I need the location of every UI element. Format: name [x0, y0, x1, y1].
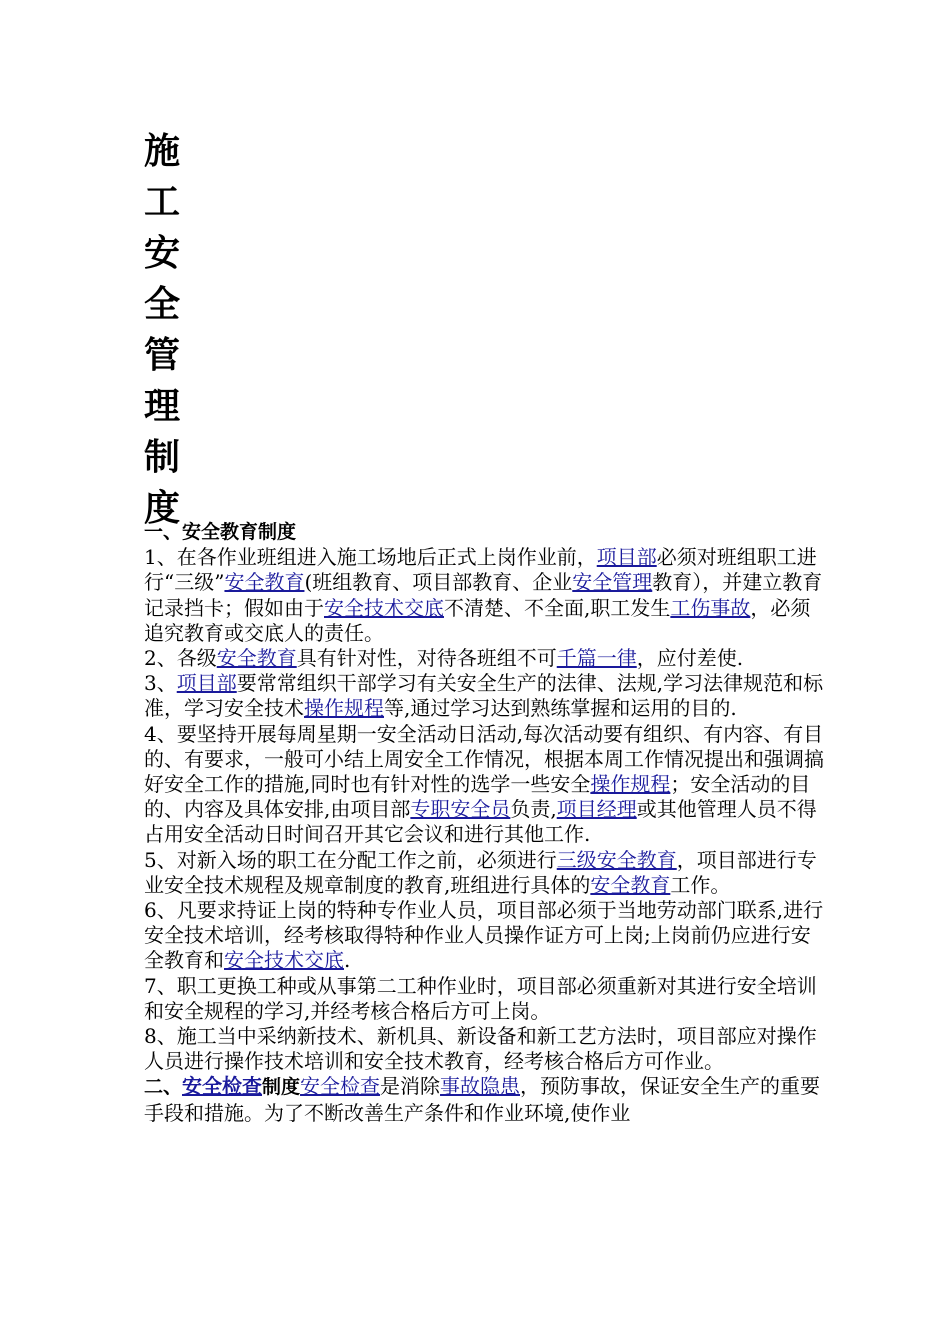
paragraph-4: [144, 722, 824, 848]
text: ，项目部进行专业安全技术规程及规章制度的教育,班组进行具体的: [144, 847, 817, 897]
document-title-vertical: [140, 126, 190, 534]
link-operating-procedures[interactable]: 操作规程: [590, 772, 671, 797]
text: (班组教育、项目部教育、企业: [304, 570, 573, 595]
text: 5、对新入场的职工在分配工作之前，必须进行: [144, 847, 557, 872]
paragraph-3: [144, 671, 824, 721]
link-operating-procedures[interactable]: 操作规程: [304, 696, 384, 721]
text: 工作。: [670, 872, 731, 897]
text: ；安全活动的目的、内容及具体安排,由项目部: [144, 772, 811, 822]
title-char: 管: [143, 335, 180, 376]
link-safety-tech-briefing[interactable]: 安全技术交底: [324, 595, 444, 620]
link-project-department[interactable]: 项目部: [176, 671, 237, 696]
paragraph-7: 7、职工更换工种或从事第二工种作业时，项目部必须重新对其进行安全培训和安全规程的学习,并经考核合格后方可上岗。: [144, 973, 817, 1023]
text: 不清楚、不全面,职工发生: [444, 595, 671, 620]
section-heading-suffix: 制度: [262, 1076, 301, 1099]
paragraph-5: [144, 848, 824, 898]
text: 等,通过学习达到熟练掌握和运用的目的.: [384, 696, 737, 721]
text: 4、要坚持开展每周星期一安全活动日活动,每次活动要有组织、有内容、有目的、有要求，一般可小结上周安全工作情况，根据本周工作情况提出和强调搞好安全工作的措施,同时也有针对性的选学一些安全: [144, 721, 824, 797]
link-safety-education[interactable]: 安全教育: [590, 872, 671, 897]
text: 1、在各作业班组进入施工场地后正式上岗作业前，: [144, 545, 597, 570]
text: 或其他管理人员不得占用安全活动日时间召开其它会议和进行其他工作.: [144, 797, 817, 847]
link-three-level-safety-education[interactable]: 三级安全教育: [556, 847, 677, 872]
link-one-size-fits-all[interactable]: 千篇一律: [556, 646, 637, 671]
section-heading-safety-education: 一、安全教育制度: [144, 521, 297, 543]
text: 2、各级: [144, 646, 217, 671]
link-safety-education[interactable]: 安全教育: [216, 646, 297, 671]
text: ，预防事故，保证安全生产的重要手段和措施。为了不断改善生产条件和作业环境,使作业: [144, 1074, 821, 1125]
link-safety-management[interactable]: 安全管理: [572, 570, 653, 595]
paragraph-1: [144, 545, 824, 646]
link-safety-inspection-heading[interactable]: 安全检查: [182, 1074, 263, 1099]
text: 具有针对性，对待各班组不可: [296, 646, 557, 671]
paragraph-6: [144, 898, 824, 974]
title-char: 安: [143, 233, 180, 274]
title-char: 理: [143, 386, 180, 427]
link-safety-tech-briefing[interactable]: 安全技术交底: [224, 948, 344, 973]
text: 3、: [144, 671, 177, 696]
title-char: 施: [143, 131, 180, 172]
text: 是消除: [380, 1074, 441, 1099]
link-project-manager[interactable]: 项目经理: [556, 797, 637, 822]
text: ，应付差使.: [636, 646, 744, 671]
title-char: 度: [143, 488, 180, 529]
text: 教育），并建立教育记录挡卡；假如由于: [144, 570, 823, 620]
text: 负责,: [510, 797, 557, 822]
link-full-time-safety-officer[interactable]: 专职安全员: [410, 797, 511, 822]
paragraph-8: 8、施工当中采纳新技术、新机具、新设备和新工艺方法时，项目部应对操作人员进行操作技术培训和安全技术教育，经考核合格后方可作业。: [144, 1024, 817, 1074]
text: 要常常组织干部学习有关安全生产的法律、法规,学习法律规范和标准，学习安全技术: [144, 671, 824, 721]
title-char: 工: [143, 182, 180, 223]
link-safety-education[interactable]: 安全教育: [224, 570, 305, 595]
section-2-paragraph: [144, 1074, 824, 1125]
text: ，必须追究教育或交底人的责任。: [144, 595, 811, 645]
link-project-department[interactable]: 项目部: [596, 545, 657, 570]
section-heading-number: 二、: [144, 1076, 183, 1099]
text: 必须对班组职工进行“三级”: [144, 545, 817, 595]
document-body: [144, 520, 824, 1126]
link-work-injury[interactable]: 工伤事故: [670, 595, 751, 620]
text: .: [344, 948, 351, 973]
title-char: 全: [143, 284, 180, 325]
link-safety-inspection[interactable]: 安全检查: [300, 1074, 381, 1099]
text: 6、凡要求持证上岗的特种专作业人员，项目部必须于当地劳动部门联系,进行安全技术培训，经考核取得特种作业人员操作证方可上岗;上岗前仍应进行安全教育和: [144, 898, 824, 973]
paragraph-2: [144, 646, 824, 671]
title-char: 制: [143, 437, 180, 478]
link-accident-hazards[interactable]: 事故隐患: [440, 1074, 521, 1099]
